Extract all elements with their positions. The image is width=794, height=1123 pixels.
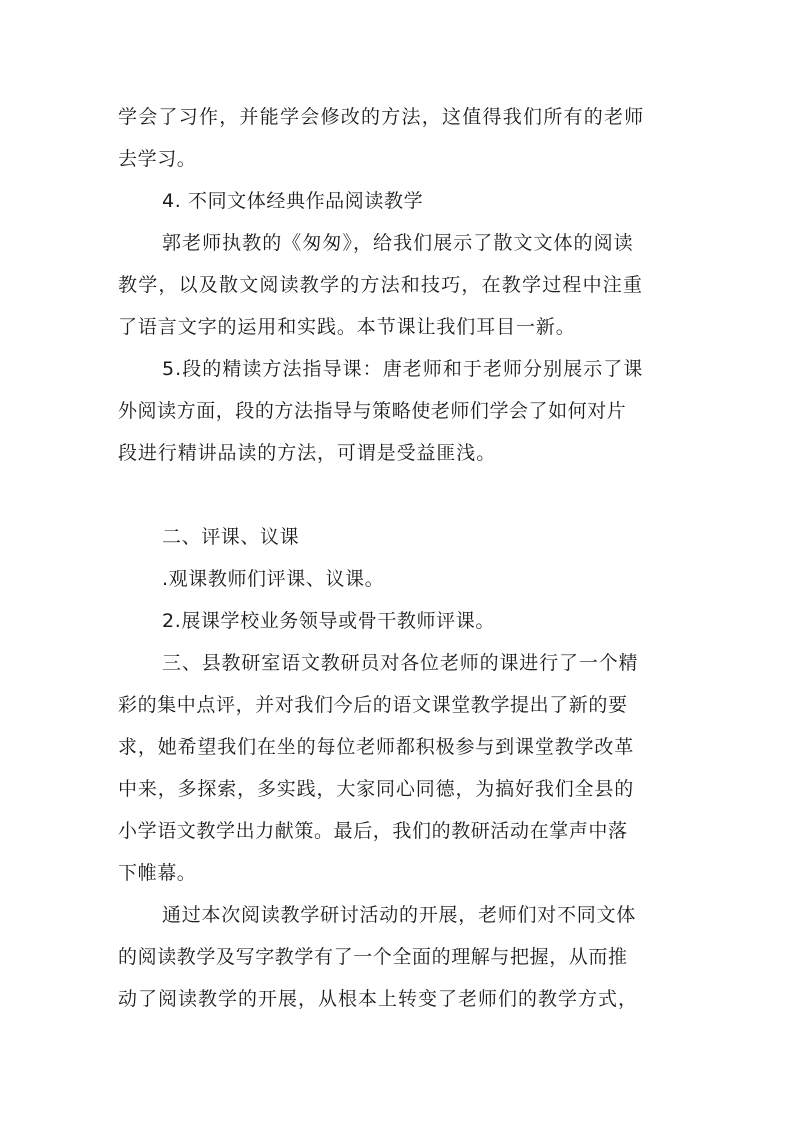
text-line: .观课教师们评课、议课。 bbox=[162, 568, 385, 590]
text-line: 通过本次阅读教学研讨活动的开展，老师们对不同文体 bbox=[162, 904, 637, 926]
text-line: 求，她希望我们在坐的每位老师都积极参与到课堂教学改革 bbox=[118, 736, 635, 758]
text-line: 郭老师执教的《匆匆》，给我们展示了散文文体的阅读 bbox=[162, 232, 634, 254]
text-line: 外阅读方面，段的方法指导与策略使老师们学会了如何对片 bbox=[118, 400, 627, 422]
text-line: 彩的集中点评，并对我们今后的语文课堂教学提出了新的要 bbox=[118, 694, 628, 716]
text-line: 下帷幕。 bbox=[118, 862, 197, 884]
text-line: 段进行精讲品读的方法，可谓是受益匪浅。 bbox=[118, 442, 497, 464]
text-line: 学会了习作，并能学会修改的方法，这值得我们所有的老师 bbox=[118, 106, 645, 128]
text-line: 三、县教研室语文教研员对各位老师的课进行了一个精 bbox=[162, 652, 639, 674]
text-line: 中来，多探索，多实践，大家同心同德，为搞好我们全县的 bbox=[118, 778, 635, 800]
text-line: 5.段的精读方法指导课：唐老师和于老师分别展示了课 bbox=[162, 358, 644, 380]
text-line: 的阅读教学及写字教学有了一个全面的理解与把握，从而推 bbox=[118, 946, 628, 968]
text-line: 去学习。 bbox=[118, 148, 197, 170]
text-line: 动了阅读教学的开展，从根本上转变了老师们的教学方式， bbox=[118, 988, 639, 1010]
section-heading: 二、评课、议课 bbox=[162, 526, 300, 548]
text-line: 教学，以及散文阅读教学的方法和技巧，在教学过程中注重 bbox=[118, 274, 644, 296]
section-heading: 4. 不同文体经典作品阅读教学 bbox=[162, 190, 424, 212]
text-line: 2.展课学校业务领导或骨干教师评课。 bbox=[162, 610, 495, 632]
text-line: 了语言文字的运用和实践。本节课让我们耳目一新。 bbox=[118, 316, 576, 338]
text-line: 小学语文教学出力献策。最后，我们的教研活动在掌声中落 bbox=[118, 820, 628, 842]
